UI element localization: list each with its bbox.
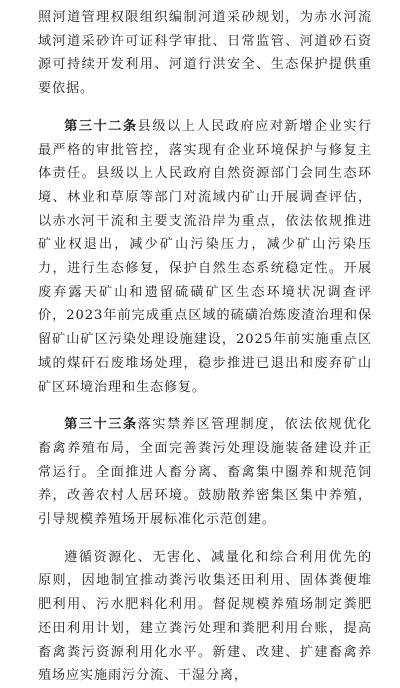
article-32-text: 县级以上人民政府应对新增企业实行最严格的审批管控，落实现有企业环境保护与修复主体责任。县级以上人民政府自然资源部门会同生态环境、林业和草原等部门对流域内矿山开展调查评估，以赤水河干流和主要支流沿岸为重点，依法依规推进矿业权退出，减少矿山污染压力，减少矿山污染压力，进行生态修复，保护自然生态系统稳定性。开展废弃露天矿山和遗留硫磺矿区生态环境状况调查评价，2023年前完成重点区域的硫磺冶炼废渣治理和保留矿山矿区污染处理设施建设，2025年前实施重点区域的煤矸石废堆场处理，稳步推进已退出和废弃矿山矿区环境治理和生态修复。 xyxy=(38,118,372,395)
paragraph-continued-text: 照河道管理权限组织编制河道采砂规划，为赤水河流域河道采砂许可证科学审批、日常监管、河道砂石资源可持续开发利用、河道行洪安全、生态保护提供重要依据。 xyxy=(38,10,372,97)
manure-utilization-paragraph xyxy=(38,546,372,688)
article-33-paragraph xyxy=(38,413,372,532)
article-33-heading: 第三十三条 xyxy=(64,417,138,433)
paragraph-continued xyxy=(38,6,372,101)
manure-utilization-text: 遵循资源化、无害化、减量化和综合利用优先的原则，因地制宜推动粪污收集还田利用、固体粪便堆肥利用、污水肥料化利用。督促规模养殖场制定粪肥还田利用计划，建立粪污处理和粪肥利用台账，提高畜禽粪污资源利用化水平。新建、改建、扩建畜禽养殖场应实施雨污分流、干湿分离， xyxy=(38,549,372,684)
article-32-paragraph xyxy=(38,115,372,399)
paragraph-gap xyxy=(38,101,372,115)
paragraph-gap xyxy=(38,532,372,546)
article-33-text: 落实禁养区管理制度，依法依规优化畜禽养殖布局，全面完善粪污处理设施装备建设并正常运行。全面推进人畜分离、畜禽集中圈养和规范饲养，改善农村人居环境。鼓励散养密集区集中养殖，引导规模养殖场开展标准化示范创建。 xyxy=(38,417,372,528)
paragraph-gap xyxy=(38,399,372,413)
article-32-heading: 第三十二条 xyxy=(64,118,138,134)
